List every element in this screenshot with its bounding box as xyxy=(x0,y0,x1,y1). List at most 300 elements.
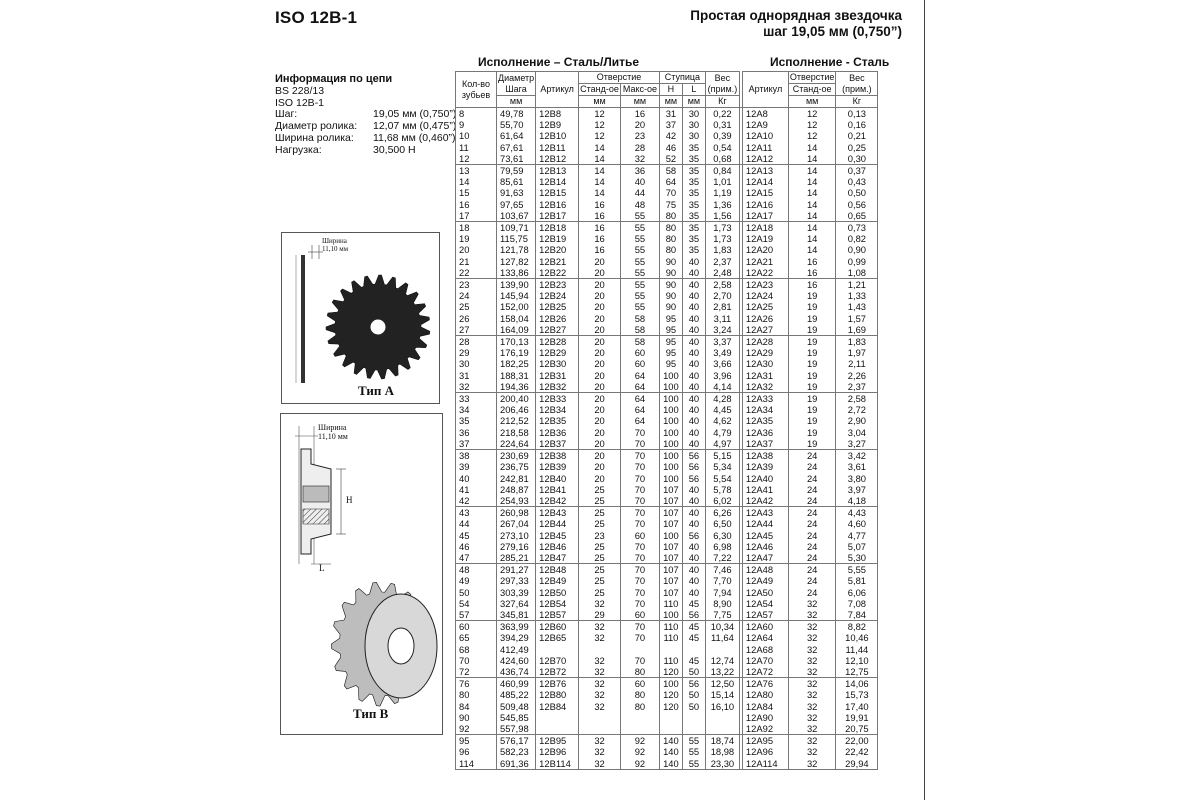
cell-article-a: 12A19 xyxy=(742,233,788,244)
cell-bore-std: 16 xyxy=(579,244,621,255)
cell-bore-max: 60 xyxy=(620,530,659,541)
cell-bore-std: 20 xyxy=(579,370,621,381)
cell-weight-a: 0,21 xyxy=(836,130,878,141)
table-row xyxy=(456,541,878,552)
cell-pitch-diameter: 121,78 xyxy=(497,244,536,255)
cell-weight-a: 7,84 xyxy=(836,609,878,621)
sprocket-type-a-drawing xyxy=(282,233,439,403)
cell-article-a: 12A41 xyxy=(742,484,788,495)
cell-hub-l: 50 xyxy=(682,701,705,712)
cell-article-a: 12A11 xyxy=(742,142,788,153)
cell-bore-max: 70 xyxy=(620,621,659,633)
cell-teeth: 37 xyxy=(456,438,497,450)
cell-article-a: 12A15 xyxy=(742,187,788,198)
type-b-dim-h: H xyxy=(346,495,353,505)
cell-teeth: 39 xyxy=(456,461,497,472)
cell-article-b: 12B28 xyxy=(536,336,579,348)
cell-weight-a: 3,04 xyxy=(836,427,878,438)
cell-bore-std: 20 xyxy=(579,450,621,462)
cell-article-b: 12B54 xyxy=(536,598,579,609)
cell-article-a: 12A10 xyxy=(742,130,788,141)
cell-article-b: 12B36 xyxy=(536,427,579,438)
cell-hub-l: 40 xyxy=(682,575,705,586)
cell-weight-a: 5,30 xyxy=(836,552,878,564)
cell-hub-h: 100 xyxy=(659,461,682,472)
cell-bore-max: 70 xyxy=(620,507,659,519)
cell-hub-l: 56 xyxy=(682,461,705,472)
cell-weight-b: 11,64 xyxy=(705,632,739,643)
cell-article-b xyxy=(536,712,579,723)
cell-bore-max: 55 xyxy=(620,290,659,301)
page-edge-line xyxy=(924,0,925,800)
type-b-caption: Тип В xyxy=(353,706,389,721)
figure-type-a xyxy=(281,232,440,404)
cell-teeth: 29 xyxy=(456,347,497,358)
cell-hub-h: 70 xyxy=(659,187,682,198)
cell-weight-b: 0,39 xyxy=(705,130,739,141)
cell-weight-b: 0,31 xyxy=(705,119,739,130)
cell-teeth: 31 xyxy=(456,370,497,381)
cell-article-b xyxy=(536,644,579,655)
cell-hub-h: 107 xyxy=(659,518,682,529)
cell-weight-a: 1,33 xyxy=(836,290,878,301)
page-title xyxy=(690,8,902,40)
cell-weight-b: 1,19 xyxy=(705,187,739,198)
cell-bore-std: 12 xyxy=(579,108,621,120)
cell-teeth: 50 xyxy=(456,587,497,598)
cell-article-b: 12B114 xyxy=(536,758,579,770)
cell-hub-h: 75 xyxy=(659,199,682,210)
cell-article-a: 12A25 xyxy=(742,301,788,312)
table-row xyxy=(456,324,878,336)
cell-hub-h: 90 xyxy=(659,290,682,301)
cell-weight-a: 19,91 xyxy=(836,712,878,723)
cell-hub-h: 100 xyxy=(659,530,682,541)
cell-weight-a: 29,94 xyxy=(836,758,878,770)
cell-bore-std: 20 xyxy=(579,313,621,324)
cell-teeth: 14 xyxy=(456,176,497,187)
cell-bore-std: 20 xyxy=(579,393,621,405)
cell-bore-std: 25 xyxy=(579,575,621,586)
cell-bore-a: 32 xyxy=(788,758,835,770)
cell-hub-h: 100 xyxy=(659,415,682,426)
cell-bore-std: 25 xyxy=(579,484,621,495)
cell-bore-max: 55 xyxy=(620,244,659,255)
cell-weight-a: 4,18 xyxy=(836,495,878,507)
cell-teeth: 27 xyxy=(456,324,497,336)
cell-bore-std: 32 xyxy=(579,632,621,643)
cell-hub-l: 40 xyxy=(682,324,705,336)
cell-article-a: 12A50 xyxy=(742,587,788,598)
cell-weight-b: 5,54 xyxy=(705,473,739,484)
cell-weight-b xyxy=(705,712,739,723)
table-row xyxy=(456,473,878,484)
cell-article-b: 12B40 xyxy=(536,473,579,484)
cell-bore-std xyxy=(579,723,621,735)
cell-article-a: 12A84 xyxy=(742,701,788,712)
cell-bore-max: 70 xyxy=(620,575,659,586)
cell-article-b: 12B39 xyxy=(536,461,579,472)
cell-bore-max: 55 xyxy=(620,222,659,234)
cell-article-a: 12A46 xyxy=(742,541,788,552)
cell-hub-h: 80 xyxy=(659,233,682,244)
cell-hub-l: 40 xyxy=(682,370,705,381)
cell-bore-a: 24 xyxy=(788,575,835,586)
cell-bore-a: 14 xyxy=(788,199,835,210)
cell-bore-max: 55 xyxy=(620,256,659,267)
cell-bore-a: 24 xyxy=(788,450,835,462)
cell-teeth: 60 xyxy=(456,621,497,633)
cell-article-a: 12A96 xyxy=(742,746,788,757)
cell-bore-std: 20 xyxy=(579,256,621,267)
cell-bore-a: 19 xyxy=(788,415,835,426)
cell-bore-a: 19 xyxy=(788,313,835,324)
cell-teeth: 95 xyxy=(456,735,497,747)
cell-bore-a: 16 xyxy=(788,279,835,291)
cell-bore-a: 24 xyxy=(788,507,835,519)
cell-bore-a: 14 xyxy=(788,165,835,177)
cell-article-a: 12A60 xyxy=(742,621,788,633)
cell-weight-a: 15,73 xyxy=(836,689,878,700)
cell-article-b: 12B37 xyxy=(536,438,579,450)
cell-hub-h: 100 xyxy=(659,473,682,484)
cell-bore-std: 16 xyxy=(579,210,621,222)
cell-hub-h: 120 xyxy=(659,689,682,700)
cell-teeth: 68 xyxy=(456,644,497,655)
table-row xyxy=(456,187,878,198)
cell-bore-a: 32 xyxy=(788,655,835,666)
cell-bore-max: 48 xyxy=(620,199,659,210)
cell-weight-b: 6,98 xyxy=(705,541,739,552)
cell-bore-std: 20 xyxy=(579,279,621,291)
cell-bore-max: 70 xyxy=(620,587,659,598)
cell-bore-std: 32 xyxy=(579,598,621,609)
cell-bore-a: 32 xyxy=(788,701,835,712)
cell-bore-a: 32 xyxy=(788,689,835,700)
col-bore-std: Станд-ое xyxy=(580,84,619,94)
chain-info-key: Шаг: xyxy=(275,108,298,121)
cell-hub-h: 90 xyxy=(659,301,682,312)
cell-hub-h: 110 xyxy=(659,655,682,666)
cell-bore-a: 19 xyxy=(788,336,835,348)
cell-hub-l: 35 xyxy=(682,176,705,187)
cell-bore-std: 32 xyxy=(579,666,621,678)
cell-bore-std: 20 xyxy=(579,267,621,279)
cell-bore-a: 24 xyxy=(788,495,835,507)
table-row xyxy=(456,210,878,222)
type-a-caption: Тип А xyxy=(358,383,394,398)
cell-hub-l: 40 xyxy=(682,336,705,348)
cell-hub-l: 40 xyxy=(682,290,705,301)
cell-weight-b: 2,58 xyxy=(705,279,739,291)
cell-hub-h: 100 xyxy=(659,609,682,621)
cell-pitch-diameter: 260,98 xyxy=(497,507,536,519)
cell-bore-max: 70 xyxy=(620,427,659,438)
type-b-width-value: 11,10 мм xyxy=(318,432,348,441)
cell-article-b: 12B42 xyxy=(536,495,579,507)
cell-bore-std: 20 xyxy=(579,347,621,358)
cell-article-b: 12B44 xyxy=(536,518,579,529)
cell-weight-a: 4,77 xyxy=(836,530,878,541)
cell-bore-std: 32 xyxy=(579,735,621,747)
cell-hub-l: 40 xyxy=(682,484,705,495)
cell-weight-a: 1,57 xyxy=(836,313,878,324)
cell-weight-a: 1,83 xyxy=(836,336,878,348)
cell-article-a: 12A26 xyxy=(742,313,788,324)
table-row xyxy=(456,461,878,472)
cell-bore-a: 19 xyxy=(788,301,835,312)
cell-bore-a: 24 xyxy=(788,541,835,552)
title-line-1: Простая однорядная звездочка xyxy=(690,8,902,23)
table-row xyxy=(456,336,878,348)
cell-article-a: 12A30 xyxy=(742,358,788,369)
cell-teeth: 32 xyxy=(456,381,497,393)
cell-weight-a: 0,30 xyxy=(836,153,878,165)
cell-bore-a: 14 xyxy=(788,153,835,165)
cell-weight-a: 5,55 xyxy=(836,564,878,576)
cell-pitch-diameter: 127,82 xyxy=(497,256,536,267)
cell-bore-std: 25 xyxy=(579,518,621,529)
cell-article-b: 12B41 xyxy=(536,484,579,495)
cell-teeth: 40 xyxy=(456,473,497,484)
cell-bore-max: 40 xyxy=(620,176,659,187)
cell-article-b: 12B16 xyxy=(536,199,579,210)
cell-article-b: 12B48 xyxy=(536,564,579,576)
cell-article-a: 12A70 xyxy=(742,655,788,666)
cell-pitch-diameter: 61,64 xyxy=(497,130,536,141)
cell-hub-h: 95 xyxy=(659,324,682,336)
table-row xyxy=(456,723,878,735)
cell-hub-l: 40 xyxy=(682,587,705,598)
cell-hub-l: 40 xyxy=(682,552,705,564)
cell-bore-std: 14 xyxy=(579,176,621,187)
cell-bore-a: 16 xyxy=(788,256,835,267)
table-row xyxy=(456,313,878,324)
cell-pitch-diameter: 91,63 xyxy=(497,187,536,198)
cell-teeth: 57 xyxy=(456,609,497,621)
cell-article-b: 12B30 xyxy=(536,358,579,369)
cell-bore-std: 20 xyxy=(579,324,621,336)
cell-weight-b: 0,22 xyxy=(705,108,739,120)
cell-weight-b xyxy=(705,723,739,735)
cell-weight-b: 2,37 xyxy=(705,256,739,267)
cell-article-b: 12B70 xyxy=(536,655,579,666)
col-article-b: Артикул xyxy=(536,72,579,108)
cell-article-b: 12B38 xyxy=(536,450,579,462)
table-row xyxy=(456,564,878,576)
cell-article-b: 12B15 xyxy=(536,187,579,198)
cell-bore-a: 14 xyxy=(788,176,835,187)
cell-bore-max: 58 xyxy=(620,324,659,336)
cell-article-a: 12A28 xyxy=(742,336,788,348)
cell-hub-h: 100 xyxy=(659,370,682,381)
chain-info-value: 12,07 мм (0,475”) xyxy=(373,120,457,133)
cell-bore-std: 20 xyxy=(579,290,621,301)
cell-weight-a: 0,65 xyxy=(836,210,878,222)
cell-pitch-diameter: 139,90 xyxy=(497,279,536,291)
cell-pitch-diameter: 303,39 xyxy=(497,587,536,598)
cell-bore-a: 19 xyxy=(788,404,835,415)
title-line-2: шаг 19,05 мм (0,750”) xyxy=(763,24,902,39)
cell-weight-b xyxy=(705,644,739,655)
cell-teeth: 96 xyxy=(456,746,497,757)
cell-pitch-diameter: 79,59 xyxy=(497,165,536,177)
cell-teeth: 47 xyxy=(456,552,497,564)
table-row xyxy=(456,609,878,621)
cell-pitch-diameter: 363,99 xyxy=(497,621,536,633)
cell-bore-std: 25 xyxy=(579,495,621,507)
cell-bore-max: 92 xyxy=(620,758,659,770)
unit-mm: мм xyxy=(497,96,536,108)
cell-hub-h: 95 xyxy=(659,313,682,324)
cell-teeth: 114 xyxy=(456,758,497,770)
cell-hub-l: 45 xyxy=(682,632,705,643)
cell-teeth: 44 xyxy=(456,518,497,529)
table-row xyxy=(456,632,878,643)
cell-pitch-diameter: 200,40 xyxy=(497,393,536,405)
cell-article-a: 12A22 xyxy=(742,267,788,279)
cell-weight-b: 16,10 xyxy=(705,701,739,712)
cell-bore-a: 32 xyxy=(788,735,835,747)
table-row xyxy=(456,678,878,690)
cell-weight-b: 6,02 xyxy=(705,495,739,507)
cell-bore-max: 92 xyxy=(620,746,659,757)
cell-weight-b: 1,73 xyxy=(705,222,739,234)
type-b-dim-l: L xyxy=(319,563,325,573)
cell-pitch-diameter: 73,61 xyxy=(497,153,536,165)
cell-teeth: 33 xyxy=(456,393,497,405)
cell-teeth: 72 xyxy=(456,666,497,678)
cell-article-b: 12B18 xyxy=(536,222,579,234)
table-row xyxy=(456,404,878,415)
cell-article-a: 12A32 xyxy=(742,381,788,393)
cell-hub-l: 56 xyxy=(682,678,705,690)
cell-bore-std: 14 xyxy=(579,187,621,198)
cell-teeth: 30 xyxy=(456,358,497,369)
cell-hub-l: 35 xyxy=(682,142,705,153)
unit-kg: Кг xyxy=(705,96,739,108)
cell-hub-l: 40 xyxy=(682,415,705,426)
cell-pitch-diameter: 67,61 xyxy=(497,142,536,153)
cell-bore-max: 64 xyxy=(620,393,659,405)
cell-article-a: 12A14 xyxy=(742,176,788,187)
cell-weight-a: 3,27 xyxy=(836,438,878,450)
cell-bore-a: 32 xyxy=(788,666,835,678)
cell-teeth: 22 xyxy=(456,267,497,279)
cell-weight-a: 1,69 xyxy=(836,324,878,336)
cell-weight-b: 4,97 xyxy=(705,438,739,450)
cell-teeth: 17 xyxy=(456,210,497,222)
cell-bore-max xyxy=(620,723,659,735)
section-steel: Исполнение - Сталь xyxy=(770,55,890,69)
cell-article-b: 12B31 xyxy=(536,370,579,381)
cell-hub-h: 100 xyxy=(659,427,682,438)
cell-weight-b: 6,50 xyxy=(705,518,739,529)
cell-bore-std: 32 xyxy=(579,689,621,700)
cell-bore-std: 25 xyxy=(579,564,621,576)
cell-teeth: 38 xyxy=(456,450,497,462)
cell-bore-max: 32 xyxy=(620,153,659,165)
cell-pitch-diameter: 230,69 xyxy=(497,450,536,462)
cell-pitch-diameter: 545,85 xyxy=(497,712,536,723)
cell-pitch-diameter: 133,86 xyxy=(497,267,536,279)
cell-bore-a: 24 xyxy=(788,473,835,484)
cell-bore-std: 32 xyxy=(579,701,621,712)
cell-weight-a: 0,56 xyxy=(836,199,878,210)
cell-weight-a: 10,46 xyxy=(836,632,878,643)
cell-hub-l: 56 xyxy=(682,473,705,484)
cell-bore-a: 14 xyxy=(788,244,835,255)
cell-hub-l xyxy=(682,712,705,723)
cell-weight-a: 1,97 xyxy=(836,347,878,358)
cell-bore-a: 19 xyxy=(788,347,835,358)
cell-hub-h: 120 xyxy=(659,701,682,712)
cell-hub-h: 90 xyxy=(659,279,682,291)
cell-teeth: 34 xyxy=(456,404,497,415)
cell-weight-b: 13,22 xyxy=(705,666,739,678)
cell-article-a: 12A18 xyxy=(742,222,788,234)
table-row xyxy=(456,176,878,187)
type-a-width-label: Ширина xyxy=(322,237,347,245)
table-row xyxy=(456,507,878,519)
col-weight-b: Вес (прим.) xyxy=(705,72,739,96)
cell-article-b: 12B14 xyxy=(536,176,579,187)
cell-article-b: 12B29 xyxy=(536,347,579,358)
cell-bore-a: 24 xyxy=(788,518,835,529)
cell-hub-h: 46 xyxy=(659,142,682,153)
cell-teeth: 45 xyxy=(456,530,497,541)
cell-pitch-diameter: 254,93 xyxy=(497,495,536,507)
cell-hub-l: 35 xyxy=(682,244,705,255)
cell-bore-max: 55 xyxy=(620,233,659,244)
cell-article-a: 12A40 xyxy=(742,473,788,484)
cell-weight-a: 2,90 xyxy=(836,415,878,426)
cell-bore-a: 24 xyxy=(788,564,835,576)
cell-weight-b: 3,66 xyxy=(705,358,739,369)
table-row xyxy=(456,415,878,426)
table-row xyxy=(456,666,878,678)
table-row xyxy=(456,153,878,165)
cell-hub-h xyxy=(659,723,682,735)
cell-article-a: 12A76 xyxy=(742,678,788,690)
cell-weight-b: 15,14 xyxy=(705,689,739,700)
cell-teeth: 21 xyxy=(456,256,497,267)
cell-article-b: 12B19 xyxy=(536,233,579,244)
cell-bore-max: 70 xyxy=(620,552,659,564)
cell-weight-b: 0,84 xyxy=(705,165,739,177)
cell-hub-l: 55 xyxy=(682,746,705,757)
cell-article-a: 12A95 xyxy=(742,735,788,747)
cell-pitch-diameter: 182,25 xyxy=(497,358,536,369)
cell-pitch-diameter: 164,09 xyxy=(497,324,536,336)
cell-weight-b: 4,45 xyxy=(705,404,739,415)
cell-bore-std: 32 xyxy=(579,655,621,666)
cell-pitch-diameter: 267,04 xyxy=(497,518,536,529)
table-row xyxy=(456,290,878,301)
table-row xyxy=(456,427,878,438)
cell-bore-max: 70 xyxy=(620,438,659,450)
cell-bore-a: 32 xyxy=(788,678,835,690)
cell-bore-a: 12 xyxy=(788,130,835,141)
cell-bore-a: 32 xyxy=(788,598,835,609)
cell-pitch-diameter: 85,61 xyxy=(497,176,536,187)
cell-hub-h: 110 xyxy=(659,621,682,633)
cell-pitch-diameter: 152,00 xyxy=(497,301,536,312)
cell-bore-a: 32 xyxy=(788,723,835,735)
cell-bore-max: 80 xyxy=(620,689,659,700)
cell-weight-b: 7,94 xyxy=(705,587,739,598)
cell-weight-a: 5,07 xyxy=(836,541,878,552)
